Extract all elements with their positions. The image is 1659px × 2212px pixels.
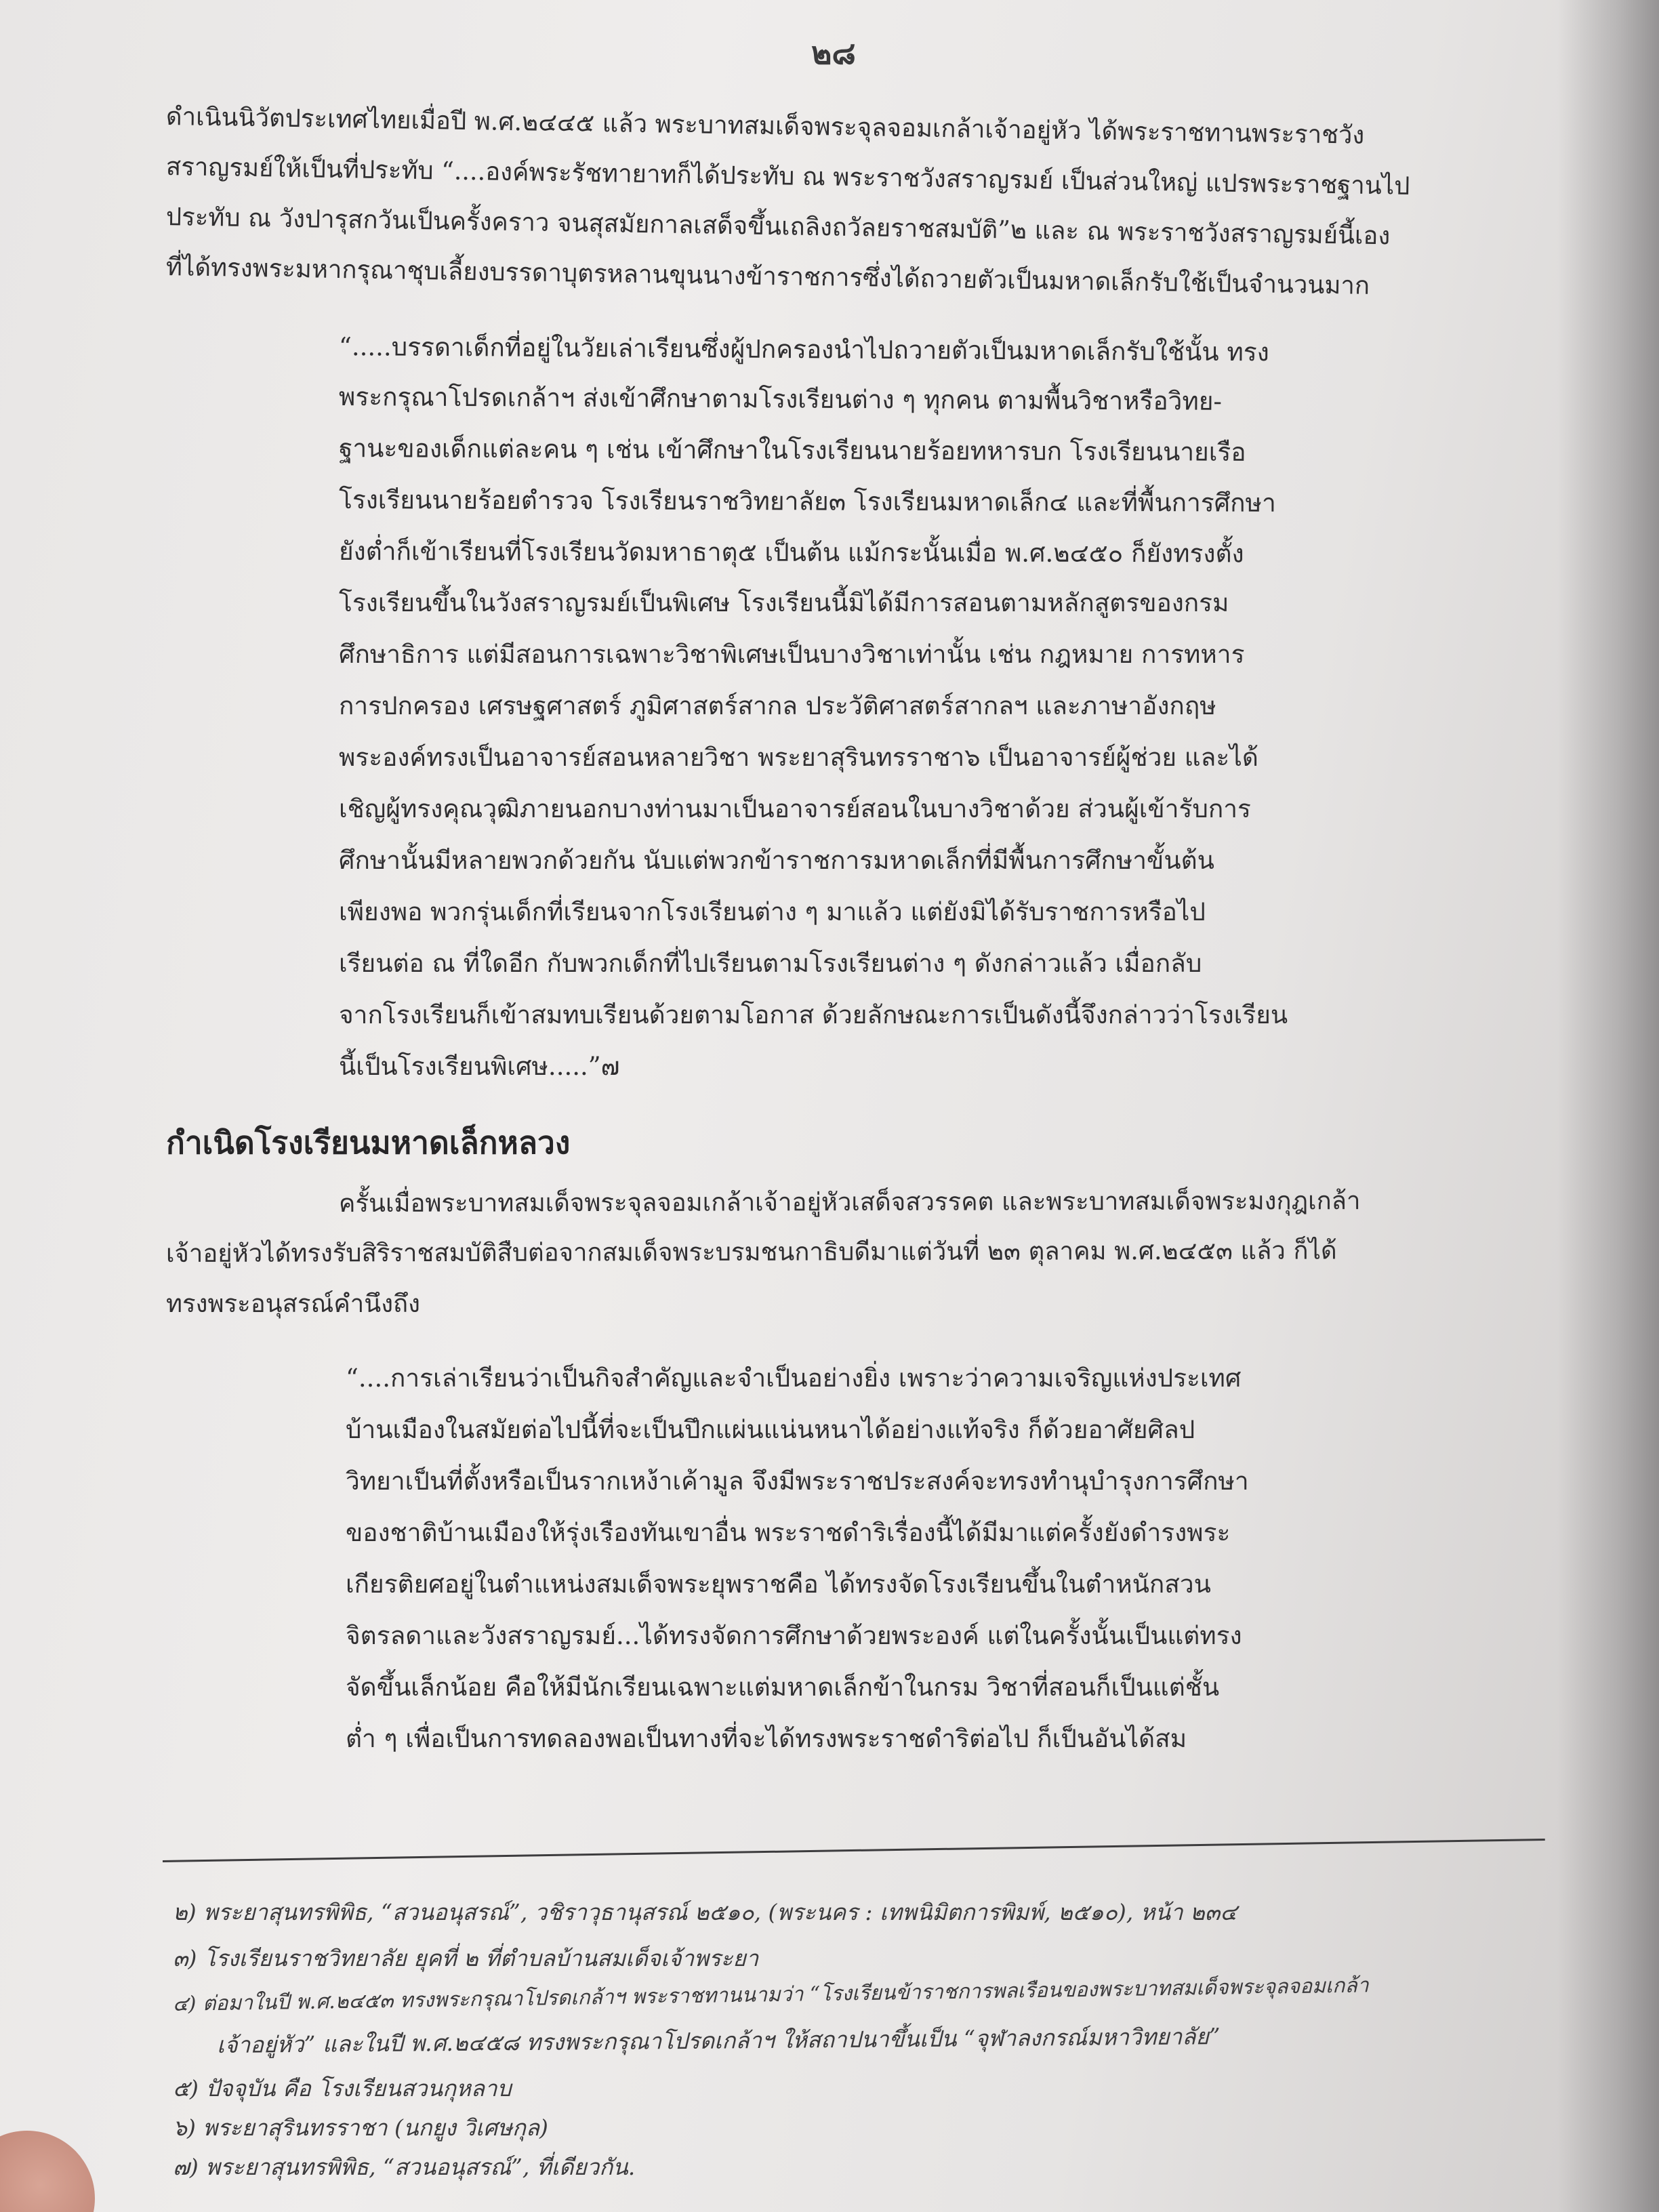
quote2-line: ของชาติบ้านเมืองให้รุ่งเรืองทันเขาอื่น พระราชดำริเรื่องนี้ได้มีมาแต่ครั้งยังดำรงพระ <box>346 1518 1231 1547</box>
intro-line: สราญรมย์ให้เป็นที่ประทับ “....องค์พระรัชทายาทก็ได้ประทับ ณ พระราชวังสราญรมย์ เป็นส่วนใหญ่ แปรพระราชฐานไป <box>165 152 1410 201</box>
quote1-line: การปกครอง เศรษฐศาสตร์ ภูมิศาสตร์สากล ประวัติศาสตร์สากลฯ และภาษาอังกฤษ <box>339 691 1216 720</box>
quote1-line: เชิญผู้ทรงคุณวุฒิภายนอกบางท่านมาเป็นอาจารย์สอนในบางวิชาด้วย ส่วนผู้เข้ารับการ <box>339 794 1251 823</box>
quote1-line: โรงเรียนขึ้นในวังสราญรมย์เป็นพิเศษ โรงเรียนนี้มิได้มีการสอนตามหลักสูตรของกรม <box>339 588 1229 617</box>
footnote: เจ้าอยู่หัว” และในปี พ.ศ.๒๔๕๘ ทรงพระกรุณาโปรดเกล้าฯ ให้สถาปนาขึ้นเป็น “จุฬาลงกรณ์มหาวิทยาลัย” <box>216 2023 1221 2058</box>
intro-line: ประทับ ณ วังปารุสกวันเป็นครั้งคราว จนสุสมัยกาลเสด็จขึ้นเถลิงถวัลยราชสมบัติ”๒ และ ณ พระราชวังสราญรมย์นี้เอง <box>165 202 1391 251</box>
intro-line: ดำเนินนิวัตประเทศไทยเมื่อปี พ.ศ.๒๔๔๕ แล้ว พระบาทสมเด็จพระจุลจอมเกล้าเจ้าอยู่หัว ได้พระราชทานพระราชวัง <box>165 102 1365 150</box>
intro-line: ที่ได้ทรงพระมหากรุณาชุบเลี้ยงบรรดาบุตรหลานขุนนางข้าราชการซึ่งได้ถวายตัวเป็นมหาดเล็กรับใช้เป็นจำนวนมาก <box>165 252 1370 300</box>
quote2-line: “....การเล่าเรียนว่าเป็นกิจสำคัญและจำเป็นอย่างยิ่ง เพราะว่าความเจริญแห่งประเทศ <box>346 1364 1242 1393</box>
quote2-line: ต่ำ ๆ เพื่อเป็นการทดลองพอเป็นทางที่จะได้ทรงพระราชดำริต่อไป ก็เป็นอันได้สม <box>346 1724 1187 1753</box>
quote1-line: ศึกษานั้นมีหลายพวกด้วยกัน นับแต่พวกข้าราชการมหาดเล็กที่มีพื้นการศึกษาขั้นต้น <box>339 846 1214 875</box>
quote1-line: โรงเรียนนายร้อยตำรวจ โรงเรียนราชวิทยาลัย๓ โรงเรียนมหาดเล็ก๔ และที่พื้นการศึกษา <box>338 485 1276 518</box>
quote1-line: ฐานะของเด็กแต่ละคน ๆ เช่น เข้าศึกษาในโรงเรียนนายร้อยทหารบก โรงเรียนนายเรือ <box>338 434 1246 467</box>
quote1-line: พระกรุณาโปรดเกล้าฯ ส่งเข้าศึกษาตามโรงเรียนต่าง ๆ ทุกคน ตามพื้นวิชาหรือวิทย- <box>338 382 1223 416</box>
body-line: ทรงพระอนุสรณ์คำนึงถึง <box>166 1289 420 1318</box>
body-line: เจ้าอยู่หัวได้ทรงรับสิริราชสมบัติสืบต่อจากสมเด็จพระบรมชนกาธิบดีมาแต่วันที่ ๒๓ ตุลาคม พ.ศ.๒๔๕๓ แล้ว ก็ได้ <box>165 1235 1337 1268</box>
footnote: ๗) พระยาสุนทรพิพิธ, “สวนอนุสรณ์”, ที่เดียวกัน. <box>173 2154 636 2180</box>
footnote: ๒) พระยาสุนทรพิพิธ, “สวนอนุสรณ์”, วชิราวุธานุสรณ์ ๒๕๑๐, (พระนคร : เทพนิมิตการพิมพ์, ๒๕๑๐), หน้า ๒๓๔ <box>173 1899 1237 1925</box>
footnote: ๓) โรงเรียนราชวิทยาลัย ยุคที่ ๒ ที่ตำบลบ้านสมเด็จเจ้าพระยา <box>173 1945 759 1971</box>
quote1-line: “.....บรรดาเด็กที่อยู่ในวัยเล่าเรียนซึ่งผู้ปกครองนำไปถวายตัวเป็นมหาดเล็กรับใช้นั้น ทรง <box>338 332 1269 367</box>
quote2-line: วิทยาเป็นที่ตั้งหรือเป็นรากเหง้าเค้ามูล จึงมีพระราชประสงค์จะทรงทำนุบำรุงการศึกษา <box>346 1467 1249 1496</box>
footnote: ๔) ต่อมาในปี พ.ศ.๒๔๕๓ ทรงพระกรุณาโปรดเกล้าฯ พระราชทานนามว่า “โรงเรียนข้าราชการพลเรือนของพระบาทสมเด็จพระจุลจอมเกล้า <box>172 1973 1369 2016</box>
quote2-line: เกียรติยศอยู่ในตำแหน่งสมเด็จพระยุพราชคือ ได้ทรงจัดโรงเรียนขึ้นในตำหนักสวน <box>346 1570 1211 1599</box>
quote1-line: เรียนต่อ ณ ที่ใดอีก กับพวกเด็กที่ไปเรียนตามโรงเรียนต่าง ๆ ดังกล่าวแล้ว เมื่อกลับ <box>339 949 1202 978</box>
thumb-photo-artifact <box>0 2131 95 2212</box>
page-number: ๒๘ <box>811 35 856 71</box>
quote2-line: จัดขึ้นเล็กน้อย คือให้มีนักเรียนเฉพาะแต่มหาดเล็กข้าในกรม วิชาที่สอนก็เป็นแต่ชั้น <box>346 1673 1220 1702</box>
footnote: ๖) พระยาสุรินทรราชา (นกยูง วิเศษกุล) <box>173 2114 548 2141</box>
quote1-line: เพียงพอ พวกรุ่นเด็กที่เรียนจากโรงเรียนต่าง ๆ มาแล้ว แต่ยังมิได้รับราชการหรือไป <box>339 897 1206 926</box>
quote2-line: จิตรลดาและวังสราญรมย์...ได้ทรงจัดการศึกษาด้วยพระองค์ แต่ในครั้งนั้นเป็นแต่ทรง <box>346 1621 1242 1650</box>
quote1-line: พระองค์ทรงเป็นอาจารย์สอนหลายวิชา พระยาสุรินทรราชา๖ เป็นอาจารย์ผู้ช่วย และได้ <box>339 743 1258 772</box>
body-line: ครั้นเมื่อพระบาทสมเด็จพระจุลจอมเกล้าเจ้าอยู่หัวเสด็จสวรรคต และพระบาทสมเด็จพระมงกุฎเกล้า <box>338 1186 1361 1218</box>
quote1-line: ศึกษาธิการ แต่มีสอนการเฉพาะวิชาพิเศษเป็นบางวิชาเท่านั้น เช่น กฎหมาย การทหาร <box>339 640 1245 669</box>
quote1-line: นี้เป็นโรงเรียนพิเศษ.....”๗ <box>339 1052 620 1081</box>
quote2-line: บ้านเมืองในสมัยต่อไปนี้ที่จะเป็นปึกแผ่นแน่นหนาได้อย่างแท้จริง ก็ด้วยอาศัยศิลป <box>346 1415 1195 1444</box>
footnote-divider <box>163 1839 1545 1862</box>
footnote: ๕) ปัจจุบัน คือ โรงเรียนสวนกุหลาบ <box>173 2075 512 2102</box>
quote1-line: ยังต่ำก็เข้าเรียนที่โรงเรียนวัดมหาธาตุ๕ เป็นต้น แม้กระนั้นเมื่อ พ.ศ.๒๔๕๐ ก็ยังทรงตั้ง <box>338 537 1244 569</box>
quote1-line: จากโรงเรียนก็เข้าสมทบเรียนด้วยตามโอกาส ด้วยลักษณะการเป็นดังนี้จึงกล่าวว่าโรงเรียน <box>339 1000 1288 1029</box>
page-curl-shadow <box>1557 0 1659 2212</box>
section-heading: กำเนิดโรงเรียนมหาดเล็กหลวง <box>166 1124 571 1161</box>
